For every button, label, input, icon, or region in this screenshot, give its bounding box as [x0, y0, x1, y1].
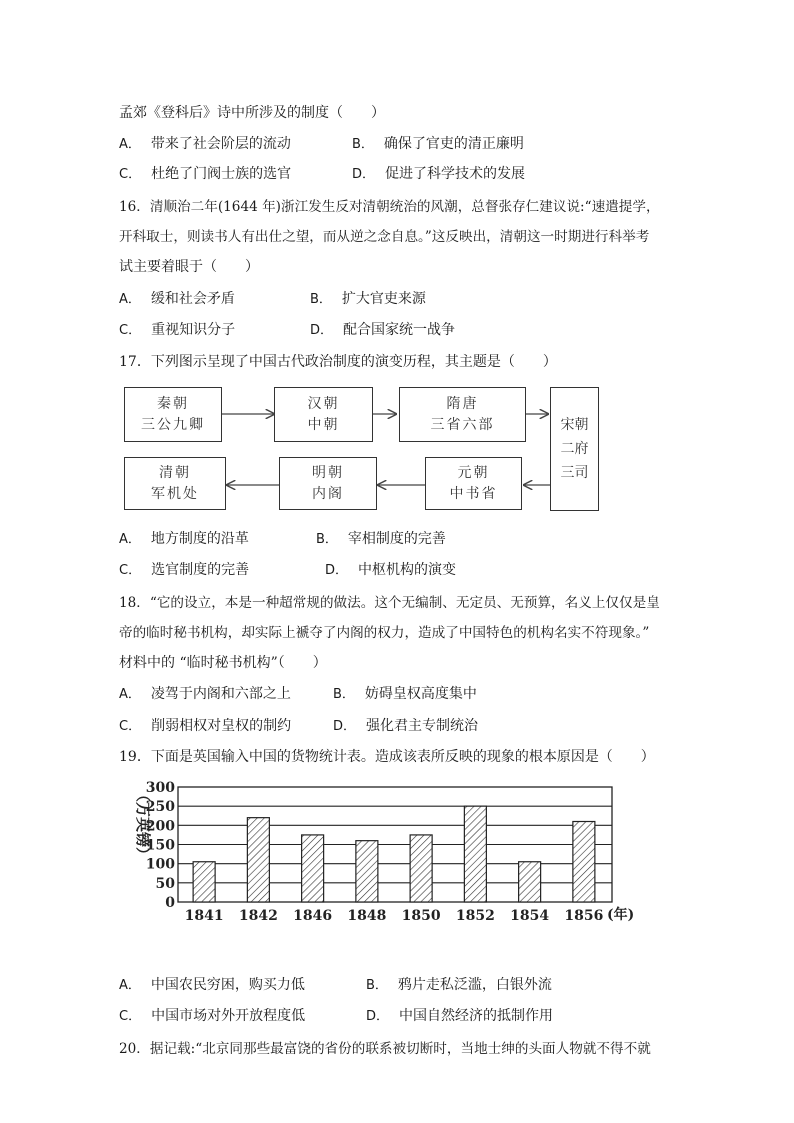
chart-bar-1850 — [410, 835, 432, 902]
q16-option-d: D． 配合国家统一战争 — [310, 322, 456, 338]
q19-option-a: A． 中国农民穷困，购买力低 — [119, 977, 305, 993]
chart-bar-1842 — [247, 818, 269, 902]
chart-bar-1848 — [356, 841, 378, 902]
flow-qing-era: 清朝 — [159, 464, 191, 481]
chart-y-axis-label: （万英镑） — [134, 787, 152, 863]
q18-stem-line-1: 18．“它的设立，本是一种超常规的做法。这个无编制、无定员、无预算，名义上仅仅是皇 — [119, 595, 660, 611]
flow-qin-system: 三公九卿 — [141, 416, 205, 433]
q15-option-c: C． 杜绝了门阀士族的选官 — [119, 166, 292, 182]
q17-option-c: C． 选官制度的完善 — [119, 562, 250, 578]
q19-option-b: B． 鸦片走私泛滥，白银外流 — [366, 977, 552, 993]
flow-yuan-era: 元朝 — [457, 464, 490, 481]
chart-bar-1856 — [573, 822, 595, 903]
chart-x-tick-label: 1852 — [455, 908, 495, 924]
flow-han-system: 中朝 — [307, 416, 340, 433]
flow-song-system-1: 二府 — [560, 441, 589, 457]
chart-y-tick-label: 50 — [155, 875, 175, 892]
chart-x-tick-label: 1854 — [510, 908, 550, 924]
flow-han-era: 汉朝 — [307, 395, 340, 412]
q18-option-b: B． 妨碍皇权高度集中 — [333, 686, 477, 702]
chart-x-axis-label: (年) — [607, 907, 635, 923]
flow-ming-system: 内阁 — [312, 485, 344, 502]
flow-yuan-system: 中书省 — [449, 485, 498, 502]
q16-option-c: C． 重视知识分子 — [119, 322, 236, 338]
chart-y-tick-label: 150 — [145, 837, 175, 854]
q16-stem-line-2: 开科取士，则读书人有出仕之望，而从逆之念自息。”这反映出，清朝这一时期进行科举考 — [119, 229, 650, 245]
q15-stem: 孟郊《登科后》诗中所涉及的制度（ ） — [119, 105, 385, 121]
q17-option-d: D． 中枢机构的演变 — [325, 562, 457, 578]
q19-option-c: C． 中国市场对外开放程度低 — [119, 1008, 306, 1024]
q18-option-a: A． 凌驾于内阁和六部之上 — [119, 686, 291, 702]
q15-option-d: D． 促进了科学技术的发展 — [352, 166, 526, 182]
chart-y-tick-label: 300 — [145, 780, 175, 796]
q19-option-d: D． 中国自然经济的抵制作用 — [366, 1008, 554, 1024]
q18-option-c: C． 削弱相权对皇权的制约 — [119, 718, 292, 734]
flow-ming-era: 明朝 — [312, 464, 344, 481]
chart-bar-1846 — [302, 835, 324, 902]
chart-x-tick-label: 1842 — [238, 908, 278, 924]
chart-y-tick-label: 200 — [145, 818, 175, 835]
chart-x-tick-label: 1856 — [564, 908, 604, 924]
q16-option-a: A． 缓和社会矛盾 — [119, 291, 235, 307]
flow-qing-system: 军机处 — [151, 485, 199, 502]
q16-stem-line-1: 16．清顺治二年(1644 年)浙江发生反对清朝统治的风潮，总督张存仁建议说:“速遣提学， — [119, 199, 660, 215]
q17-option-b: B． 宰相制度的完善 — [316, 531, 446, 547]
q19-stem: 19．下面是英国输入中国的货物统计表。造成该表所反映的现象的根本原因是（ ） — [119, 749, 655, 765]
q15-option-a: A． 带来了社会阶层的流动 — [119, 136, 291, 152]
chart-x-tick-label: 1848 — [347, 908, 387, 924]
flow-song-era: 宋朝 — [560, 417, 589, 433]
flow-suitang-era: 隋唐 — [446, 395, 479, 412]
chart-x-tick-label: 1846 — [293, 908, 333, 924]
flow-suitang-system: 三省六部 — [430, 416, 495, 433]
q17-option-a: A． 地方制度的沿革 — [119, 531, 249, 547]
chart-y-tick-label: 100 — [145, 856, 175, 873]
flow-qin-era: 秦朝 — [157, 395, 189, 412]
q18-option-d: D． 强化君主专制统治 — [333, 718, 479, 734]
q18-stem-line-2: 帝的临时秘书机构，却实际上褫夺了内阁的权力，造成了中国特色的机构名实不符现象。” — [119, 625, 650, 641]
q20-stem: 20．据记载:“北京同那些最富饶的省份的联系被切断时，当地士绅的头面人物就不得不就 — [119, 1041, 651, 1057]
q17-stem: 17．下列图示呈现了中国古代政治制度的演变历程，其主题是（ ） — [119, 354, 557, 370]
chart-bar-1841 — [193, 862, 215, 902]
chart-bar-1852 — [464, 806, 486, 902]
chart-bar-1854 — [519, 862, 541, 902]
flow-song-system-2: 三司 — [560, 465, 589, 481]
q16-stem-line-3: 试主要着眼于（ ） — [119, 259, 259, 275]
chart-x-tick-label: 1841 — [184, 908, 224, 924]
chart-y-tick-label: 0 — [165, 895, 175, 911]
q16-option-b: B． 扩大官吏来源 — [310, 291, 426, 307]
chart-x-tick-label: 1850 — [401, 908, 441, 924]
q18-stem-line-3: 材料中的 “临时秘书机构”（ ） — [119, 655, 327, 671]
q15-option-b: B． 确保了官吏的清正廉明 — [352, 136, 524, 152]
chart-y-tick-label: 250 — [145, 799, 175, 816]
